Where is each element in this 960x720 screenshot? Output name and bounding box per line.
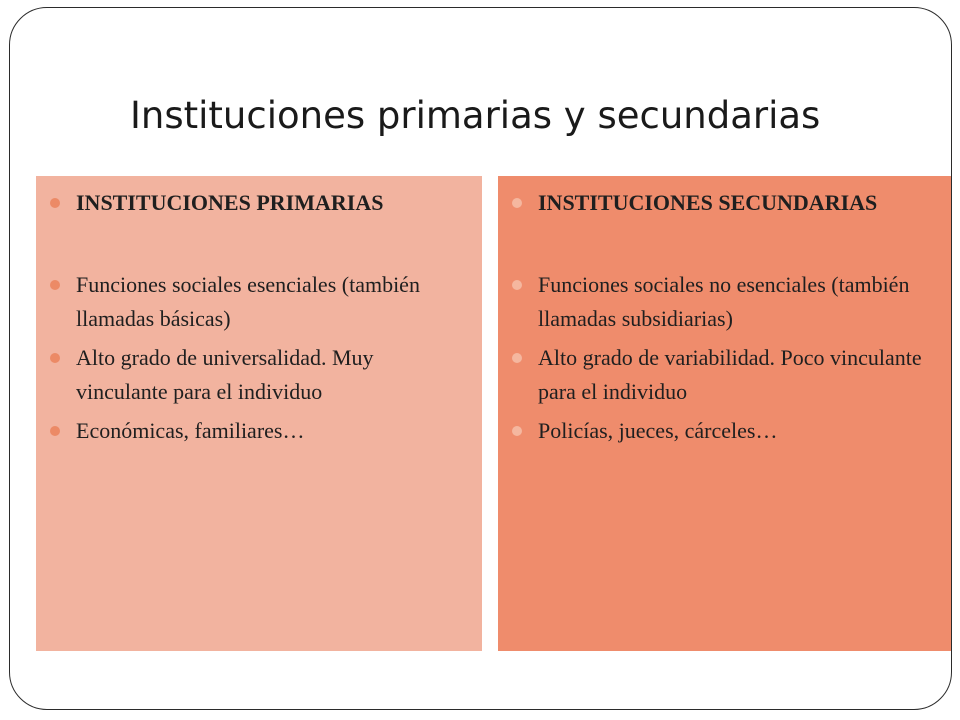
secondary-heading: INSTITUCIONES SECUNDARIAS	[538, 190, 878, 215]
list-item-heading	[512, 186, 931, 220]
list-item	[50, 414, 462, 448]
list-item-text: Funciones sociales esenciales (también llamadas básicas)	[76, 272, 420, 331]
bullet-dot-icon	[512, 198, 522, 208]
list-item	[50, 268, 462, 336]
list-item-text: Económicas, familiares…	[76, 418, 305, 443]
list-item	[512, 268, 931, 336]
bullet-dot-icon	[50, 426, 60, 436]
list-item	[50, 341, 462, 409]
list-item	[512, 341, 931, 409]
list-item-text: Policías, jueces, cárceles…	[538, 418, 778, 443]
list-item-heading	[50, 186, 462, 220]
list-item-text: Alto grado de variabilidad. Poco vinculante para el individuo	[538, 345, 922, 404]
primary-institutions-panel	[36, 176, 482, 651]
bullet-dot-icon	[512, 353, 522, 363]
list-item-text: Funciones sociales no esenciales (también llamadas subsidiarias)	[538, 272, 910, 331]
slide-frame	[9, 7, 952, 710]
primary-institutions-list	[50, 186, 462, 448]
bullet-dot-icon	[50, 280, 60, 290]
secondary-institutions-list	[512, 186, 931, 448]
bullet-dot-icon	[50, 353, 60, 363]
secondary-institutions-panel	[498, 176, 951, 651]
list-item	[512, 414, 931, 448]
bullet-dot-icon	[512, 280, 522, 290]
bullet-dot-icon	[50, 198, 60, 208]
list-item-text: Alto grado de universalidad. Muy vinculante para el individuo	[76, 345, 374, 404]
bullet-dot-icon	[512, 426, 522, 436]
slide-title: Instituciones primarias y secundarias	[130, 94, 821, 137]
primary-heading: INSTITUCIONES PRIMARIAS	[76, 190, 384, 215]
